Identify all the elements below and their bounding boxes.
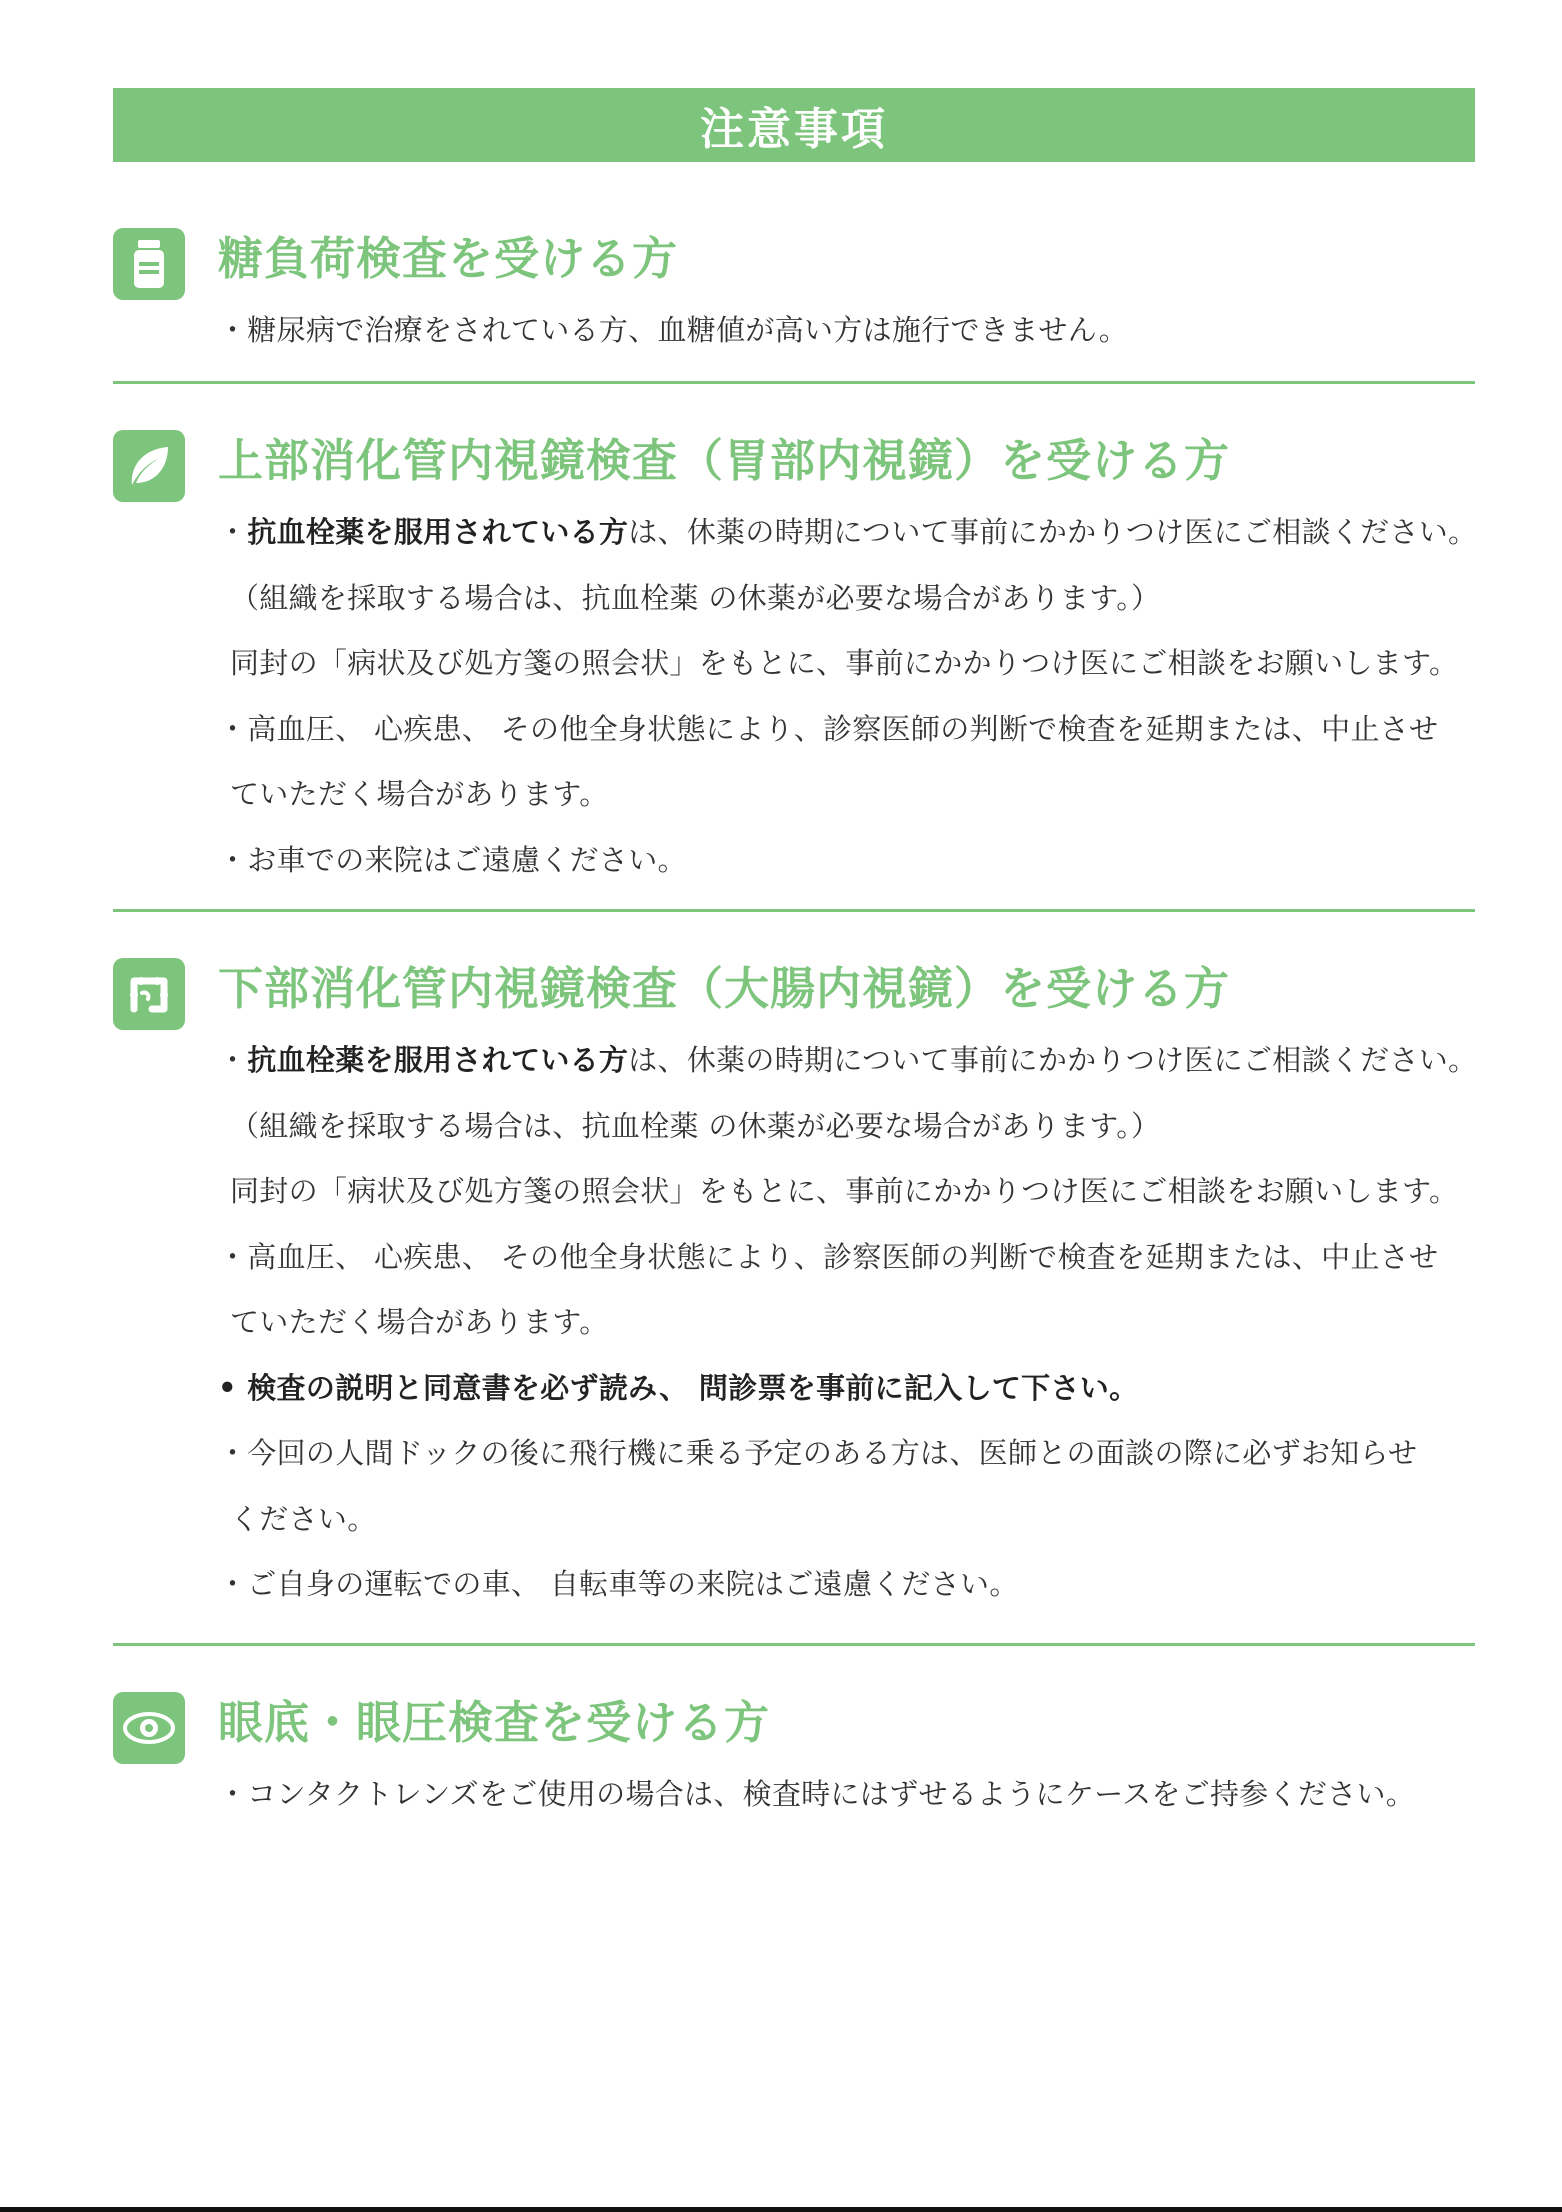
note-line: 同封の「病状及び処方箋の照会状」をもとに、事前にかかりつけ医にご相談をお願いします。 xyxy=(230,646,1459,680)
note-emphasis: 抗血栓薬を服用されている方 xyxy=(247,515,629,549)
note-line: ていただく場合があります。 xyxy=(230,1305,609,1339)
section-notes xyxy=(218,298,1128,364)
eye-icon xyxy=(113,1692,185,1764)
note-line: 同封の「病状及び処方箋の照会状」をもとに、事前にかかりつけ医にご相談をお願いします。 xyxy=(230,1174,1459,1208)
note-line: ください。 xyxy=(230,1501,377,1536)
section-title: 眼底・眼圧検査を受ける方 xyxy=(218,1696,771,1749)
section-notes xyxy=(218,500,1477,893)
note-line: ・ご自身の運転での車、 自転車等の来院はご遠慮ください。 xyxy=(218,1567,1019,1601)
leaf-stomach-icon xyxy=(113,430,185,502)
note-line: （組織を採取する場合は、抗血栓薬 の休薬が必要な場合があります。） xyxy=(230,1108,1161,1143)
section-notes xyxy=(218,1028,1477,1618)
note-line: ・糖尿病で治療をされている方、血糖値が高い方は施行できません。 xyxy=(218,313,1129,347)
page-bottom-edge xyxy=(0,2207,1562,2212)
section-divider xyxy=(113,1643,1475,1646)
note-emphasis: 抗血栓薬を服用されている方 xyxy=(247,1043,629,1077)
section-divider xyxy=(113,909,1475,912)
note-line: ・高血圧、 心疾患、 その他全身状態により、診察医師の判断で検査を延期または、中止させ xyxy=(218,711,1439,746)
note-line: ・抗血栓薬を服用されている方は、休薬の時期について事前にかかりつけ医にご相談ください。 xyxy=(218,1043,1478,1077)
note-line: （組織を採取する場合は、抗血栓薬 の休薬が必要な場合があります。） xyxy=(230,580,1161,615)
intestine-icon xyxy=(113,958,185,1030)
section-title: 上部消化管内視鏡検査（胃部内視鏡）を受ける方 xyxy=(218,434,1231,487)
note-line-emphasis: • 検査の説明と同意書を必ず読み、 問診票を事前に記入して下さい。 xyxy=(218,1370,1139,1405)
note-line: ・お車での来院はご遠慮ください。 xyxy=(218,842,687,877)
section-notes xyxy=(218,1762,1415,1828)
pill-bottle-icon xyxy=(113,228,185,300)
note-line: ・高血圧、 心疾患、 その他全身状態により、診察医師の判断で検査を延期または、中止させ xyxy=(218,1239,1439,1274)
section-title: 糖負荷検査を受ける方 xyxy=(218,232,679,285)
note-line: ・今回の人間ドックの後に飛行機に乗る予定のある方は、医師との面談の際に必ずお知らせ xyxy=(218,1436,1418,1470)
note-line: ・コンタクトレンズをご使用の場合は、検査時にはずせるようにケースをご持参ください。 xyxy=(218,1777,1416,1811)
section-title: 下部消化管内視鏡検査（大腸内視鏡）を受ける方 xyxy=(218,962,1231,1015)
section-divider xyxy=(113,381,1475,384)
note-line: ていただく場合があります。 xyxy=(230,777,609,811)
note-line: ・抗血栓薬を服用されている方は、休薬の時期について事前にかかりつけ医にご相談ください。 xyxy=(218,515,1478,549)
page-title: 注意事項 xyxy=(113,88,1475,162)
